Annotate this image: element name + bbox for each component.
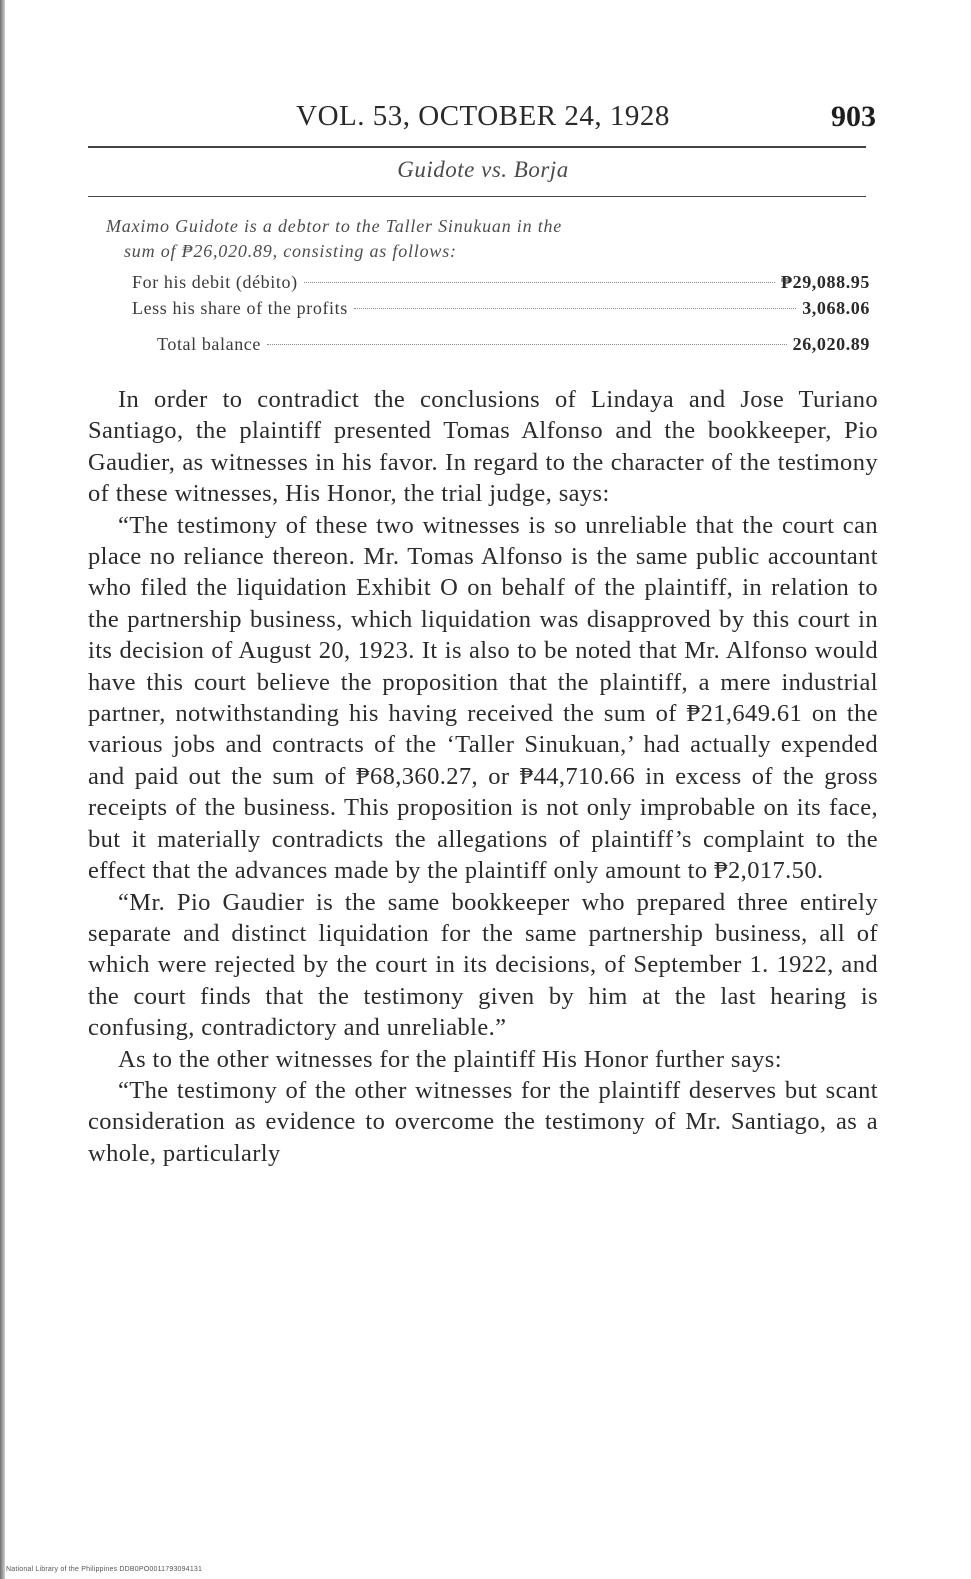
header-rule-top <box>88 146 866 148</box>
leader-dots <box>354 308 796 309</box>
header-rule-bottom <box>88 196 866 197</box>
paragraph: “The testimony of the other witnesses for the plaintiff deserves but scant consideration as evidence to overcome the testimony of Mr. Santiago, as a whole, particularly <box>88 1076 878 1167</box>
leader-dots <box>304 282 775 283</box>
leader-dots <box>267 344 787 345</box>
ledger-amount: 26,020.89 <box>792 334 870 354</box>
ledger-note <box>106 214 866 264</box>
paragraph: “Mr. Pio Gaudier is the same bookkeeper who prepared three entirely separate and distinct liquidation for the same partnership business, all of which were rejected by the court in its decisions, of September 1. 1922, and the court finds that the testimony given by him at the last hearing is confusing, contradictory and unreliable.” <box>88 888 878 1042</box>
ledger-label: Less his share of the profits <box>132 298 348 318</box>
paragraph: In order to contradict the conclusions of Lindaya and Jose Turiano Santiago, the plaintiff presented Tomas Alfonso and the bookkeeper, Pio Gaudier, as witnesses in his favor. In regard to the character of the testimony of these witnesses, His Honor, the trial judge, says: <box>88 386 878 508</box>
paragraph: As to the other witnesses for the plaintiff His Honor further says: <box>118 1045 782 1073</box>
ledger-row <box>132 272 870 298</box>
ledger-label: For his debit (débito) <box>132 272 298 292</box>
paragraph: “The testimony of these two witnesses is so unreliable that the court can place no reliance thereon. Mr. Tomas Alfonso is the same public accountant who filed the liquidation Exhibit O on behalf of the plaintiff, in relation to the partnership business, which liquidation was disapproved by this court in its decision of August 20, 1923. It is also to be noted that Mr. Alfonso would have this court believe the proposition that the plaintiff, a mere industrial partner, notwithstanding his having received the sum of ₱21,649.61 on the various jobs and contracts of the ‘Taller Sinukuan,’ had actually expended and paid out the sum of ₱68,360.27, or ₱44,710.66 in excess of the gross receipts of the business. This proposition is not only improbable on its face, but it materially contradicts the allegations of plaintiff’s complaint to the effect that the advances made by the plaintiff only amount to ₱2,017.50. <box>88 511 878 885</box>
ledger-label: Total balance <box>157 334 261 354</box>
note-line-1: Maximo Guidote is a debtor to the Taller Sinukuan in the <box>106 216 563 236</box>
scan-footer: National Library of the Philippines DDB0PO0011793094131 <box>6 1566 203 1573</box>
case-title: Guidote vs. Borja <box>397 157 569 182</box>
body-text <box>88 384 878 1169</box>
page-edge-shadow <box>0 0 5 1579</box>
ledger-row-total <box>132 334 870 360</box>
note-line-2: sum of ₱26,020.89, consisting as follows: <box>124 241 457 261</box>
ledger-row <box>132 298 870 324</box>
ledger-amount: ₱29,088.95 <box>781 272 870 292</box>
volume-date: VOL. 53, OCTOBER 24, 1928 <box>296 100 670 132</box>
running-head <box>88 100 878 144</box>
document-page <box>88 0 878 1579</box>
page-number: 903 <box>831 100 876 133</box>
ledger-amount: 3,068.06 <box>802 298 870 318</box>
